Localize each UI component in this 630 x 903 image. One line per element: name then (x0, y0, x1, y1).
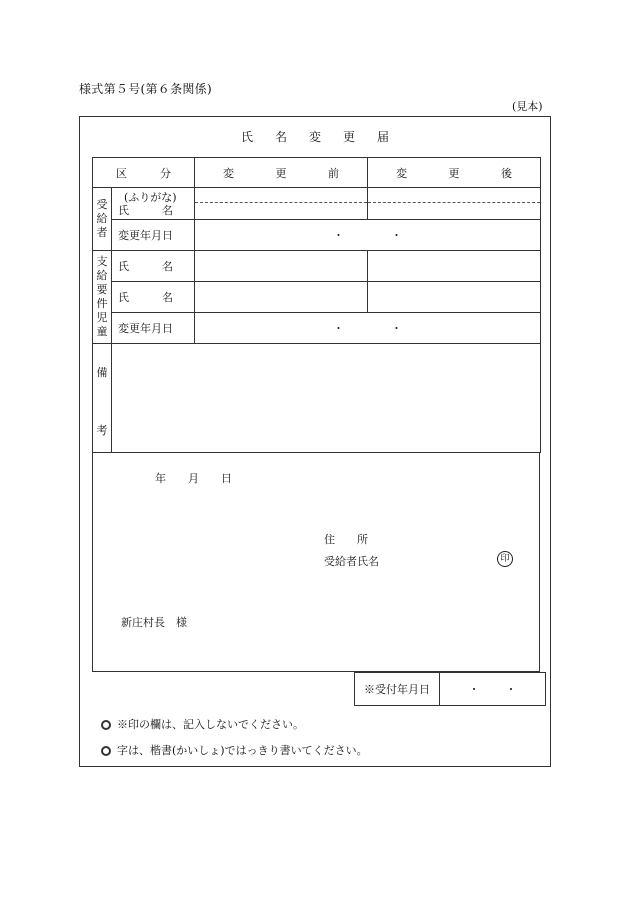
note-item: 字は、楷書(かいしょ)ではっきり書いてください。 (101, 742, 368, 758)
recipient-name-before[interactable] (195, 188, 368, 220)
child2-name-before[interactable] (195, 282, 368, 313)
recipient-change-date-label: 変更年月日 (112, 220, 195, 251)
title-char: 氏 (240, 130, 253, 144)
declaration-date: 年 月 日 (155, 472, 232, 485)
note-item: ※印の欄は、記入しないでください。 (101, 716, 304, 732)
before-header: 変 更 前 (195, 158, 368, 188)
child2-name-after[interactable] (368, 282, 541, 313)
title-char: 名 (274, 130, 287, 144)
child1-name-after[interactable] (368, 251, 541, 282)
remarks-row (93, 344, 541, 453)
recipient-name-row (93, 188, 541, 220)
receipt-date-field: ・ ・ (440, 673, 546, 706)
recipient-label: 受 給 者 (93, 188, 112, 251)
remarks-field[interactable] (112, 344, 541, 453)
form-number: 様式第５号(第６条関係) (79, 82, 212, 96)
after-header: 変 更 後 (368, 158, 541, 188)
recipient-date-row (93, 220, 541, 251)
recipient-name-after[interactable] (368, 188, 541, 220)
address-label: 住 所 (324, 533, 368, 546)
recipient-name-label: (ふりがな) 氏 名 (112, 188, 195, 220)
change-table (92, 157, 541, 453)
seal-mark-icon: 印 (497, 551, 513, 567)
child1-name-before[interactable] (195, 251, 368, 282)
child-name-label: 氏 名 (112, 282, 195, 313)
child-name-row-2 (93, 282, 541, 313)
bullet-icon (101, 746, 111, 756)
title-char: 変 (308, 130, 321, 144)
category-header: 区 分 (93, 158, 195, 188)
sample-label: (見本) (512, 100, 543, 113)
remarks-label: 備 考 (93, 344, 112, 453)
child-name-row-1 (93, 251, 541, 282)
child-date-row (93, 313, 541, 344)
form-title (0, 128, 630, 145)
recipient-name-signature-label: 受給者氏名 (324, 555, 379, 568)
child-change-date-field[interactable]: ・ ・ (195, 313, 541, 344)
recipient-change-date-field[interactable]: ・ ・ (195, 220, 541, 251)
bullet-icon (101, 720, 111, 730)
addressee: 新庄村長 様 (121, 616, 187, 629)
header-row (93, 158, 541, 188)
child-change-date-label: 変更年月日 (112, 313, 195, 344)
receipt-table (354, 672, 546, 706)
child-name-label: 氏 名 (112, 251, 195, 282)
title-char: 更 (343, 130, 356, 144)
title-char: 届 (377, 130, 390, 144)
receipt-date-label: ※受付年月日 (355, 673, 440, 706)
child-label: 支 給 要 件 児 童 (93, 251, 112, 344)
